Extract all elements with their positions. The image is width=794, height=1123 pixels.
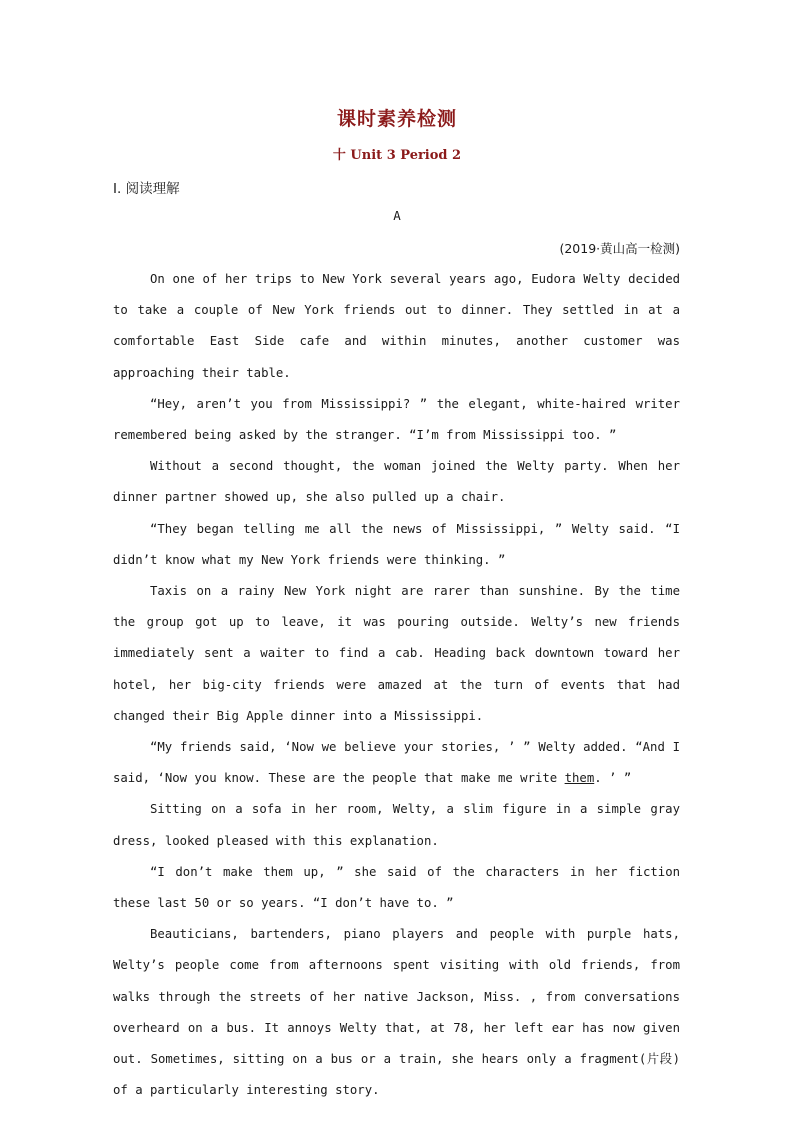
paragraph [113,732,680,794]
paragraph-text: “My friends said, ‘Now we believe your stories, ’ ” Welty added. “And I said, ‘Now you know. These are the people that make me write [113,740,680,786]
page-subtitle: 十 Unit 3 Period 2 [332,148,462,163]
passage-body [113,264,680,1106]
paragraph: Without a second thought, the woman joined the Welty party. When her dinner partner showed up, she also pulled up a chair. [113,459,680,505]
paragraph: Sitting on a sofa in her room, Welty, a slim figure in a simple gray dress, looked pleased with this explanation. [113,802,680,848]
passage-source: (2019·黄山高一检测) [559,241,680,256]
paragraph: “Hey, aren’t you from Mississippi? ” the elegant, white-haired writer remembered being asked by the stranger. “I’m from Mississippi too. ” [113,396,680,443]
underlined-word: them [564,771,595,786]
section-heading: Ⅰ. 阅读理解 [113,181,180,197]
paragraph: “They began telling me all the news of Mississippi, ” Welty said. “I didn’t know what my New York friends were thinking. ” [113,521,680,567]
paragraph: On one of her trips to New York several years ago, Eudora Welty decided to take a couple of New York friends out to dinner. They settled in at a comfortable East Side cafe and within minutes, another customer was approaching their table. [113,272,680,380]
passage-letter: A [393,208,401,223]
paragraph: “I don’t make them up, ” she said of the characters in her fiction these last 50 or so years. “I don’t have to. ” [113,864,680,911]
page-title: 课时素养检测 [336,108,457,130]
paragraph: Beauticians, bartenders, piano players and people with purple hats, Welty’s people come from afternoons spent visiting with old friends, from walks through the streets of her native Jackson, Miss. , from conversations overheard on a bus. It annoys Welty that, at 78, her left ear has now given out. Sometimes, sitting on a bus or a train, she hears only a fragment(片段) of a particularly interesting story. [113,927,680,1098]
paragraph-text: . ’ ” [594,771,632,786]
paragraph: Taxis on a rainy New York night are rarer than sunshine. By the time the group got up to leave, it was pouring outside. Welty’s new friends immediately sent a waiter to find a cab. Heading back downtown toward her hotel, her big-city friends were amazed at the turn of events that had changed their Big Apple dinner into a Mississippi. [113,584,680,723]
